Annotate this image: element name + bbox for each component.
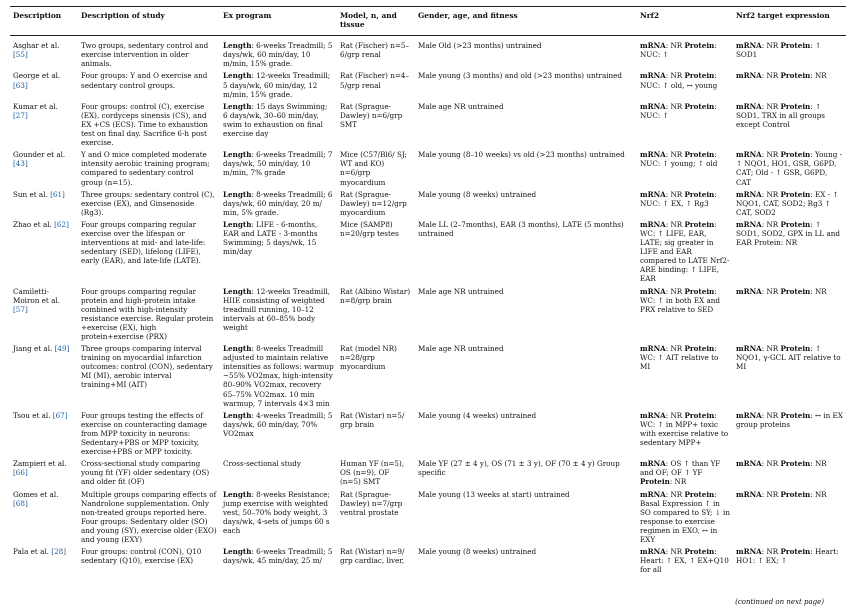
author-name: Gounder et al. [13,150,66,160]
table-row [10,547,846,577]
mrna-label: mRNA [640,489,666,499]
cell-target [733,490,846,548]
cell-gender: Male young (4 weeks) untrained [418,410,537,420]
cell-model: Rat (Fischer) n=4–5/grp renal [340,71,410,90]
protein-value: : ↑ SOD1, TRX in all groups except Control [736,101,825,129]
length-label: Length [223,189,252,199]
reference-link[interactable]: [68] [13,498,28,508]
cell-target [733,102,846,150]
mrna-label: mRNA [736,101,762,111]
cell-nrf2 [637,190,733,220]
mrna-value: : NR [761,219,781,229]
header-cell: Description [10,7,78,36]
table-row [10,411,846,459]
cell-study: Four groups: control (CON), Q10 sedentary (Q10), exercise (EX) [81,547,202,566]
ex-detail: : 8-weeks Treadmill adjusted to maintain relative intensities as follows: warmup ~55% VO2max, high-intensity 80–90% VO2max, recovery 65–75% VO2max. 10 min warmup, 7 intervals 4×3 min [223,344,334,408]
mrna-value: : NR [665,489,685,499]
protein-value: : Heart: ↑ EX, ↑ EX+Q10 for all [640,547,729,575]
protein-label: Protein [684,150,715,160]
length-label: Length [223,344,252,354]
cell-nrf2 [637,287,733,345]
protein-label: Protein [684,410,715,420]
mrna-label: mRNA [736,41,762,51]
mrna-value: : NR [761,489,781,499]
protein-label: Protein [780,219,811,229]
length-label: Length [223,410,252,420]
cell-ex-program [220,344,337,411]
table-row [10,220,846,287]
mrna-label: mRNA [640,410,666,420]
cell-gender: Male age NR untrained [418,344,504,354]
cell-study: Two groups, sedentary control and exercise intervention in older animals. [81,41,209,69]
length-label: Length [223,41,252,51]
protein-value: : NR [810,286,827,296]
table-row [10,36,846,72]
protein-value: : ↑ SOD1 [736,41,822,60]
author-name: Tsou et al. [13,410,51,420]
protein-value: : NR [669,477,687,487]
mrna-value: : NR [665,410,685,420]
reference-link[interactable]: [61] [50,189,65,199]
reference-link[interactable]: [62] [54,219,69,229]
studies-table [10,6,846,577]
cell-nrf2 [637,459,733,489]
table-row [10,287,846,345]
mrna-label: mRNA [640,101,666,111]
mrna-value: : NR [761,410,781,420]
cell-gender: Male young (8–10 weeks) vs old (>23 months) untrained [418,150,625,160]
cell-study: Four groups comparing regular exercise over the lifespan or interventions at mid- and late-life: sedentary (SED), lifelong (LIFE), early (EAR), and late-life (LATE). [81,219,206,266]
mrna-label: mRNA [736,410,762,420]
cell-author [10,344,78,411]
cell-model: Rat (Wistar) n=9/ grp cardiac, liver, [340,547,405,566]
table-row [10,190,846,220]
header-cell: Model, n, and tissue [337,7,415,36]
cell-study: Three groups comparing interval training on myocardial infarction outcomes: control (CON), sedentary MI (MI), aerobic interval training+MI (AIT) [81,344,213,390]
length-label: Length [223,71,252,81]
reference-link[interactable]: [66] [13,468,28,478]
length-label: Length [223,219,252,229]
cell-gender: Male young (8 weeks) untrained [418,547,537,557]
ex-detail: : 6-weeks Treadmill; 7 days/wk, 50 min/day, 10 m/min, 7% grade [223,150,333,178]
cell-gender: Male young (8 weeks) untrained [418,189,537,199]
mrna-label: mRNA [736,150,762,160]
protein-label: Protein [780,286,811,296]
cell-author [10,490,78,548]
cell-ex-program [220,102,337,150]
mrna-label: mRNA [640,286,666,296]
mrna-label: mRNA [736,547,762,557]
cell-author [10,102,78,150]
cell-gender: Male LL (2–7months), EAR (3 months), LATE (5 months) untrained [418,219,624,238]
protein-value: : NUC: ↑ EX, ↑ Rg3 [640,189,717,208]
protein-value: : Basal Expression ↑ in SO compared to SY; ↓ in response to exercise regimen in EXO, ↔ in EXY [640,489,730,544]
header-cell: Ex program [220,7,337,36]
cell-nrf2 [637,150,733,189]
cell-target [733,36,846,72]
header-cell: Gender, age, and fitness [415,7,637,36]
table-row [10,71,846,101]
mrna-label: mRNA [736,189,762,199]
mrna-value: : NR [665,71,685,81]
cell-gender: Male young (3 months) and old (>23 months) untrained [418,71,623,81]
cell-model: Rat (Wistar) n=5/ grp brain [340,410,405,429]
mrna-value: : NR [665,41,685,51]
ex-detail: : 15 days Swimming; 6 days/wk, 30–60 min/day, swim to exhaustion on final exercise day [223,101,328,139]
cell-ex-program [220,150,337,189]
protein-label: Protein [684,547,715,557]
header-cell: Description of study [78,7,220,36]
author-name: Sun et al. [13,189,48,199]
protein-label: Protein [780,344,811,354]
mrna-value: : NR [761,286,781,296]
cell-gender: Male young (13 weeks at start) untrained [418,489,570,499]
cell-ex-program [220,36,337,72]
table-row [10,490,846,548]
cell-target [733,71,846,101]
cell-nrf2 [637,344,733,411]
ex-detail: : 6-weeks Treadmill; 5 days/wk, 45 min/day, 25 m/ [223,547,333,566]
reference-link[interactable]: [57] [13,304,28,314]
mrna-label: mRNA [736,344,762,354]
length-label: Length [223,286,252,296]
mrna-label: mRNA [640,189,666,199]
ex-detail: : 12-weeks Treadmill, HIIE consisting of weighted treadmill running, 10–12 intervals at 60–85% body weight [223,286,331,332]
mrna-value: : NR [665,219,685,229]
protein-label: Protein [780,101,811,111]
cell-model: Rat (Sprague-Dawley) n=12/grp myocardium [340,189,407,217]
protein-value: : Heart: HO1: ↑ EX; ↑ [736,547,839,566]
reference-link[interactable]: [27] [13,110,28,120]
cell-ex-program [220,411,337,459]
protein-value: : WC: ↑ in MPP+ toxic with exercise relative to sedentary MPP+ [640,410,729,448]
author-name: Zampieri et al. [13,459,67,469]
cell-gender: Male YF (27 ± 4 y), OS (71 ± 3 y), OF (70 ± 4 y) Group specific [418,459,620,478]
reference-link[interactable]: [28] [51,547,67,557]
cell-author [10,411,78,459]
mrna-value: : NR [761,189,781,199]
length-label: Length [223,489,252,499]
mrna-label: mRNA [640,71,666,81]
header-cell: Nrf2 [637,7,733,36]
cell-model: Rat (model NR) n=28/grp myocardium [340,344,397,372]
cell-author [10,190,78,220]
protein-label: Protein [780,459,811,469]
cell-target [733,547,846,577]
protein-label: Protein [684,489,715,499]
cell-author [10,71,78,101]
cell-nrf2 [637,490,733,548]
cell-author [10,150,78,189]
mrna-value: : NR [665,286,685,296]
cell-target [733,287,846,345]
cell-target [733,150,846,189]
cell-study: Y and O mice completed moderate intensity aerobic training program; compared to sedentary control group (n=15). [81,150,210,187]
cell-target [733,411,846,459]
author-name: Zhao et al. [13,219,52,229]
ex-detail: : 8-weeks Resistance; jump exercise with weighted vest, 50–70% body weight, 3 days/wk, 4-sets of jumps 60 s each [223,489,330,535]
cell-model: Mice (SAMP8) n=20/grp testes [340,219,399,238]
cell-nrf2 [637,547,733,577]
cell-author [10,36,78,72]
mrna-value: : NR [761,459,781,469]
reference-link[interactable]: [49] [54,344,70,354]
mrna-label: mRNA [640,150,666,160]
ex-detail: : 4-weeks Treadmill; 5 days/wk, 60 min/day, 70% VO2max [223,410,333,438]
protein-label: Protein [780,41,811,51]
mrna-label: mRNA [640,344,666,354]
cell-model: Rat (Albino Wistar) n=8/grp brain [340,286,411,305]
mrna-value: : NR [665,189,685,199]
protein-label: Protein [780,150,811,160]
mrna-value: : NR [665,547,685,557]
cell-study: Four groups testing the effects of exercise on counteracting damage from MPP toxicity in neurons: Sedentary+PBS or MPP toxicity, exercise+PBS or MPP toxicity. [81,410,207,457]
protein-value: : EX - ↑ NQO1, CAT, SOD2; Rg3 ↑ CAT, SOD2 [736,189,839,217]
cell-gender: Male Old (>23 months) untrained [418,41,542,51]
mrna-label: mRNA [640,459,666,469]
protein-value: : Young - ↑ NQO1, HO1, GSR, G6PD, CAT; Old - ↑ GSR, G6PD, CAT [736,150,843,187]
protein-value: : NR [810,459,827,469]
protein-value: : ↑ SOD1, SOD2, GPX in LL and EAR Protein: NR [736,219,840,248]
ex-detail: : 12-weeks Treadmill; 5 days/wk, 60 min/day, 12 m/min, 15% grade. [223,71,331,99]
mrna-value: : NR [665,101,685,111]
protein-value: : NR [810,489,827,499]
author-name: Jiang et al. [13,344,53,354]
author-name: George et al. [13,71,61,81]
protein-value: : NUC: ↑ [640,41,717,60]
cell-author [10,220,78,287]
cell-ex-program [220,490,337,548]
cell-target [733,190,846,220]
cell-nrf2 [637,411,733,459]
reference-link[interactable]: [43] [13,159,28,169]
cell-ex-program [220,287,337,345]
mrna-label: mRNA [736,489,762,499]
table-row [10,344,846,411]
cell-target [733,220,846,287]
mrna-value: : NR [665,150,685,160]
protein-value: : NUC: ↑ young; ↑ old [640,150,718,169]
cell-nrf2 [637,36,733,72]
mrna-value: : NR [761,344,781,354]
protein-label: Protein [684,219,715,229]
table-row [10,102,846,150]
mrna-label: mRNA [640,219,666,229]
protein-label: Protein [780,489,811,499]
cell-ex-program [220,547,337,577]
protein-label: Protein [684,344,715,354]
cell-gender: Male age NR untrained [418,286,504,296]
protein-value: : ↔ in EX group proteins [736,410,843,429]
protein-value: : NUC: ↑ [640,101,717,120]
cell-ex-program [220,220,337,287]
mrna-value: : OS ↑ than YF and OF; OF ↑ YF [640,459,721,478]
cell-study: Multiple groups comparing effects of Nandrolone supplementation. Only non-treated groups reported here. Four groups: Sedentary older (SO) and young (SY), exercise older (EXO) and young (EXY) [81,489,217,544]
protein-label: Protein [684,71,715,81]
protein-value: : NR [810,71,827,81]
protein-label: Protein [684,189,715,199]
author-name: Asghar et al. [13,41,60,51]
author-name: Gomes et al. [13,489,59,499]
length-label: Length [223,150,252,160]
mrna-label: mRNA [736,71,762,81]
author-name: Kumar et al. [13,101,58,111]
protein-label: Protein [780,410,811,420]
author-name: Pala et al. [13,547,49,557]
reference-link[interactable]: [55] [13,50,28,60]
mrna-label: mRNA [640,41,666,51]
table-row [10,459,846,489]
continued-note: (continued on next page) [735,598,824,606]
protein-label: Protein [780,547,811,557]
cell-target [733,459,846,489]
protein-label: Protein [780,71,811,81]
cell-nrf2 [637,220,733,287]
cell-target [733,344,846,411]
mrna-value: : NR [761,547,781,557]
cell-author [10,547,78,577]
table-header-row [10,7,846,36]
mrna-value: : NR [761,101,781,111]
protein-value: : ↑ NQO1, γ-GCL AIT relative to MI [736,344,841,372]
ex-detail: : 8-weeks Treadmill; 6 days/wk, 60 min/day, 20 m/ min, 5% grade. [223,189,333,217]
mrna-value: : NR [665,344,685,354]
mrna-label: mRNA [736,459,762,469]
cell-ex-program [220,71,337,101]
cell-nrf2 [637,102,733,150]
length-label: Length [223,101,252,111]
protein-label: Protein [640,477,670,487]
cell-nrf2 [637,71,733,101]
ex-detail: Cross-sectional study [223,459,301,469]
cell-model: Rat (Sprague-Dawley) n=7/grp ventral prostate [340,489,403,517]
cell-model: Rat (Fischer) n=5–6/grp renal [340,41,410,60]
protein-value: : WC: ↑ AIT relative to MI [640,344,719,372]
protein-value: : WC: ↑ in both EX and PRX relative to SED [640,286,721,314]
reference-link[interactable]: [67] [52,410,68,420]
protein-label: Protein [684,101,715,111]
reference-link[interactable]: [63] [13,80,28,90]
cell-author [10,459,78,489]
cell-model: Rat (Sprague-Dawley) n=6/grp SMT [340,101,403,129]
cell-study: Three groups: sedentary control (C), exercise (EX), and Ginsenoside (Rg3). [81,189,215,217]
cell-model: Human YF (n=5), OS (n=9), OF (n=5) SMT [340,459,405,487]
table-row [10,150,846,189]
mrna-label: mRNA [736,286,762,296]
length-label: Length [223,547,252,557]
header-cell: Nrf2 target expression [733,7,846,36]
protein-label: Protein [684,286,715,296]
mrna-value: : NR [761,41,781,51]
cell-ex-program [220,190,337,220]
mrna-label: mRNA [736,219,762,229]
cell-model: Mice (C57/Bl6/ SJ; WT and KO) n=6/grp myocardium [340,150,407,187]
cell-study: Four groups comparing regular protein and high-protein intake combined with high-intensity resistance exercise. Regular protein +exercise (EX), high protein+exercise (PRX) [81,286,214,341]
cell-author [10,287,78,345]
cell-gender: Male age NR untrained [418,101,504,111]
author-name: Camiletti-Moiron et al. [13,286,60,305]
ex-detail: : LIFE - 6-months, EAR and LATE - 3-months Swimming; 5 days/wk, 15 min/day [223,219,318,257]
ex-detail: : 6-weeks Treadmill; 5 days/wk, 60 min/day, 10 m/min, 15% grade. [223,41,333,69]
mrna-label: mRNA [640,547,666,557]
protein-label: Protein [780,189,811,199]
cell-ex-program [220,459,337,489]
cell-study: Four groups: Y and O exercise and sedentary control groups. [81,71,208,90]
mrna-value: : NR [761,150,781,160]
cell-study: Four groups: control (C), exercise (EX), cordyceps sinensis (CS), and EX +CS (ECS). Time to exhaustion test on final day. Sacrifice 6-h post exercise. [81,101,208,148]
cell-study: Cross-sectional study comparing young fit (YF) older sedentary (OS) and older fit (OF) [81,459,210,487]
protein-value: : WC: ↑ LIFE, EAR, LATE; sig greater in LIFE and EAR compared to LATE Nrf2-ARE binding: ↑ LIFE, EAR [640,219,730,284]
mrna-value: : NR [761,71,781,81]
protein-label: Protein [684,41,715,51]
protein-value: : NUC: ↑ old, ↔ young [640,71,718,90]
